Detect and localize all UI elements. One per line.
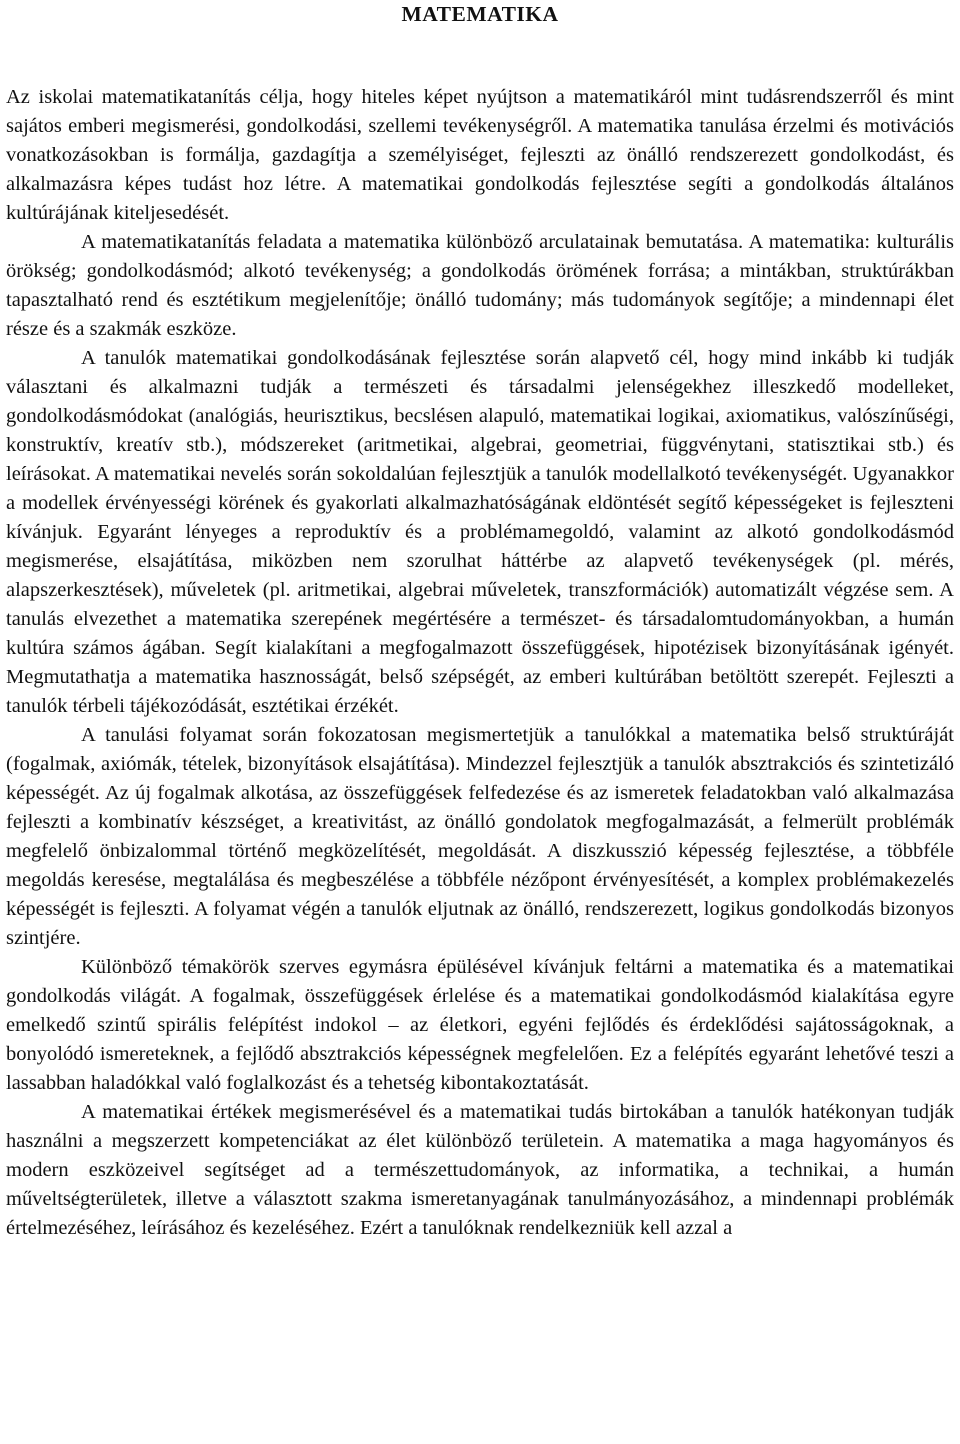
paragraph-topics: Különböző témakörök szerves egymásra épülésével kívánjuk feltárni a matematika és a matematikai gondolkodás világát. A fogalmak, összefüggések érlelése és a matematikai gondolkodásmód kialakítása egyre emelkedő szintű spirális felépítést indokol – az életkori, egyéni fejlődés és érdeklődési sajátosságoknak, a bonyolódó ismereteknek, a fejlődő absztrakciós képességnek megfelelően. Ez a felépítés egyaránt lehetővé teszi a lassabban haladókkal való foglalkozást és a tehetség kibontakoztatását. (6, 956, 954, 1094)
paragraph-intro: Az iskolai matematikatanítás célja, hogy hiteles képet nyújtson a matematikáról mint tudásrendszerről és mint sajátos emberi megismerési, gondolkodási, szellemi tevékenységről. A matematika tanulása érzelmi és motivációs vonatkozásokban is formálja, gazdagítja a személyiséget, fejleszti az önálló rendszerezett gondolkodást, és alkalmazásra képes tudást hoz létre. A matematikai gondolkodás fejlesztése segíti a gondolkodás általános kultúrájának kiteljesedését. (6, 86, 954, 224)
paragraph-tasks: A matematikatanítás feladata a matematika különböző arculatainak bemutatása. A matematika: kulturális örökség; gondolkodásmód; alkotó tevékenység; a gondolkodás örömének forrása; a mintákban, struktúrákban tapasztalható rend és esztétikum megjelenítője; önálló tudomány; más tudományok segítője; a mindennapi élet része és a szakmák eszköze. (6, 231, 954, 340)
paragraph-values: A matematikai értékek megismerésével és a matematikai tudás birtokában a tanulók hatékonyan tudják használni a megszerzett kompetenciákat az élet különböző területein. A matematika a maga hagyományos és modern eszközeivel segítséget ad a természettudományok, az informatika, a technikai, a humán műveltségterületek, illetve a választott szakma ismeretanyagának tanulmányozásához, a mindennapi problémák értelmezéséhez, leírásához és kezeléséhez. Ezért a tanulóknak rendelkezniük kell azzal a (6, 1101, 954, 1239)
paragraph-thinking: A tanulók matematikai gondolkodásának fejlesztése során alapvető cél, hogy mind inkább ki tudják választani és alkalmazni tudják a természeti és társadalmi jelenségekhez illeszkedő modelleket, gondolkodásmódokat (analógiás, heurisztikus, becslésen alapuló, matematikai logikai, axiomatikus, valószínűségi, konstruktív, kreatív stb.), módszereket (aritmetikai, algebrai, geometriai, függvénytani, statisztikai stb.) és leírásokat. A matematikai nevelés során sokoldalúan fejlesztjük a tanulók modellalkotó tevékenységét. Ugyanakkor a modellek érvényességi körének és gyakorlati alkalmazhatóságának eldöntését segítő képességeket is fejleszteni kívánjuk. Egyaránt lényeges a reproduktív és a problémamegoldó, valamint az alkotó gondolkodásmód megismerése, elsajátítása, miközben nem szorulhat háttérbe az alapvető tevékenységek (pl. mérés, alapszerkesztések), műveletek (pl. aritmetikai, algebrai műveletek, transzformációk) automatizált végzése sem. A tanulás elvezethet a matematika szerepének megértésére a természet- és társadalomtudományokban, a humán kultúra számos ágában. Segít kialakítani a megfogalmazott összefüggések, hipotézisek bizonyításának igényét. Megmutathatja a matematika hasznosságát, belső szépségét, az emberi kultúrában betöltött szerepét. Fejleszti a tanulók térbeli tájékozódását, esztétikai érzékét. (6, 347, 954, 717)
paragraph-learning-process: A tanulási folyamat során fokozatosan megismertetjük a tanulókkal a matematika belső struktúráját (fogalmak, axiómák, tételek, bizonyítások elsajátítása). Mindezzel fejlesztjük a tanulók absztrakciós és szintetizáló képességét. Az új fogalmak alkotása, az összefüggések felfedezése és az ismeretek feladatokban való alkalmazása fejleszti a kombinatív készséget, a kreativitást, az önálló gondolatok megfogalmazását, a felmerült problémák megfelelő önbizalommal történő megközelítését, megoldását. A diszkusszió képesség fejlesztése, a többféle megoldás keresése, megtalálása és megbeszélése a többféle nézőpont érvényesítését, a komplex problémakezelés képességét is fejleszti. A folyamat végén a tanulók eljutnak az önálló, rendszerezett, logikus gondolkodás bizonyos szintjére. (6, 724, 954, 949)
page-title: MATEMATIKA (401, 2, 559, 26)
